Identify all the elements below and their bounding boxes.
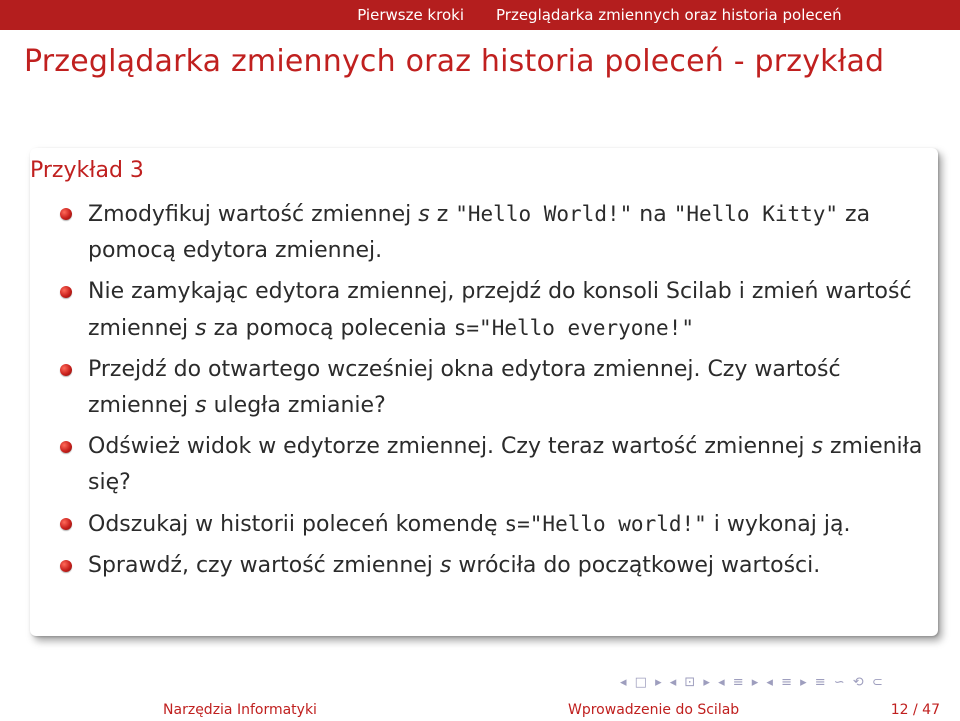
code-text: s="Hello world!" — [504, 512, 707, 536]
footer-title: Wprowadzenie do Scilab — [568, 701, 740, 718]
example-list-item — [60, 274, 930, 347]
code-text: "Hello Kitty" — [673, 202, 839, 226]
example-list-item — [60, 506, 930, 543]
footline-left — [0, 698, 480, 721]
item-text: z — [429, 202, 456, 227]
item-text: Nie zamykając edytora zmiennej, przejdź do konsoli Scilab i zmień wartość zmiennej — [88, 279, 912, 341]
variable-name: s — [418, 202, 430, 227]
footline — [0, 697, 960, 721]
variable-name: s — [195, 393, 207, 418]
example-item-list — [60, 196, 930, 589]
bullet-icon — [60, 364, 72, 376]
variable-name: s — [811, 434, 823, 459]
bullet-icon — [60, 518, 72, 530]
example-block-title: Przykład 3 — [30, 158, 144, 183]
headline-subsection-link[interactable]: Przeglądarka zmiennych oraz historia poleceń — [496, 6, 842, 24]
example-list-item — [60, 548, 930, 584]
frame-title: Przeglądarka zmiennych oraz historia poleceń - przykład — [24, 44, 885, 79]
footer-author: Narzędzia Informatyki — [163, 701, 317, 718]
item-text: Odszukaj w historii poleceń komendę — [88, 512, 505, 537]
item-text: za pomocą edytora zmiennej. — [88, 202, 871, 263]
bullet-icon — [60, 560, 72, 572]
item-text: Przejdź do otwartego wcześniej okna edytora zmiennej. Czy wartość zmiennej — [88, 357, 841, 418]
item-text: na — [632, 202, 674, 227]
example-block — [30, 148, 938, 636]
item-text: za pomocą polecenia — [206, 316, 454, 341]
footer-page-number: 12 / 47 — [890, 701, 940, 718]
code-text: s="Hello everyone!" — [453, 316, 694, 340]
bullet-icon — [60, 208, 72, 220]
headline-bar — [0, 0, 960, 30]
variable-name: s — [195, 316, 207, 341]
example-list-item — [60, 352, 930, 424]
item-text: uległa zmianie? — [206, 393, 386, 418]
example-list-item — [60, 429, 930, 501]
item-text: i wykonaj ją. — [706, 512, 851, 537]
item-text: zmieniła się? — [88, 434, 923, 495]
headline-right — [480, 6, 960, 24]
bullet-icon — [60, 286, 72, 298]
item-text: Odśwież widok w edytorze zmiennej. Czy teraz wartość zmiennej — [88, 434, 812, 459]
bullet-icon — [60, 441, 72, 453]
navigation-symbols[interactable]: ◂ □ ▸ ◂ ⊡ ▸ ◂ ≡ ▸ ◂ ≡ ▸ ≡ ∽ ⟲ ⊂ — [620, 675, 885, 690]
item-text: wróciła do początkowej wartości. — [451, 553, 821, 578]
headline-left — [0, 6, 480, 24]
variable-name: s — [439, 553, 452, 578]
code-text: "Hello World!" — [455, 202, 633, 226]
item-text: Zmodyfikuj wartość zmiennej — [88, 202, 419, 227]
headline-section-link[interactable]: Pierwsze kroki — [357, 6, 464, 24]
example-list-item — [60, 196, 930, 269]
footline-right — [480, 698, 960, 721]
item-text: Sprawdź, czy wartość zmiennej — [88, 553, 440, 578]
